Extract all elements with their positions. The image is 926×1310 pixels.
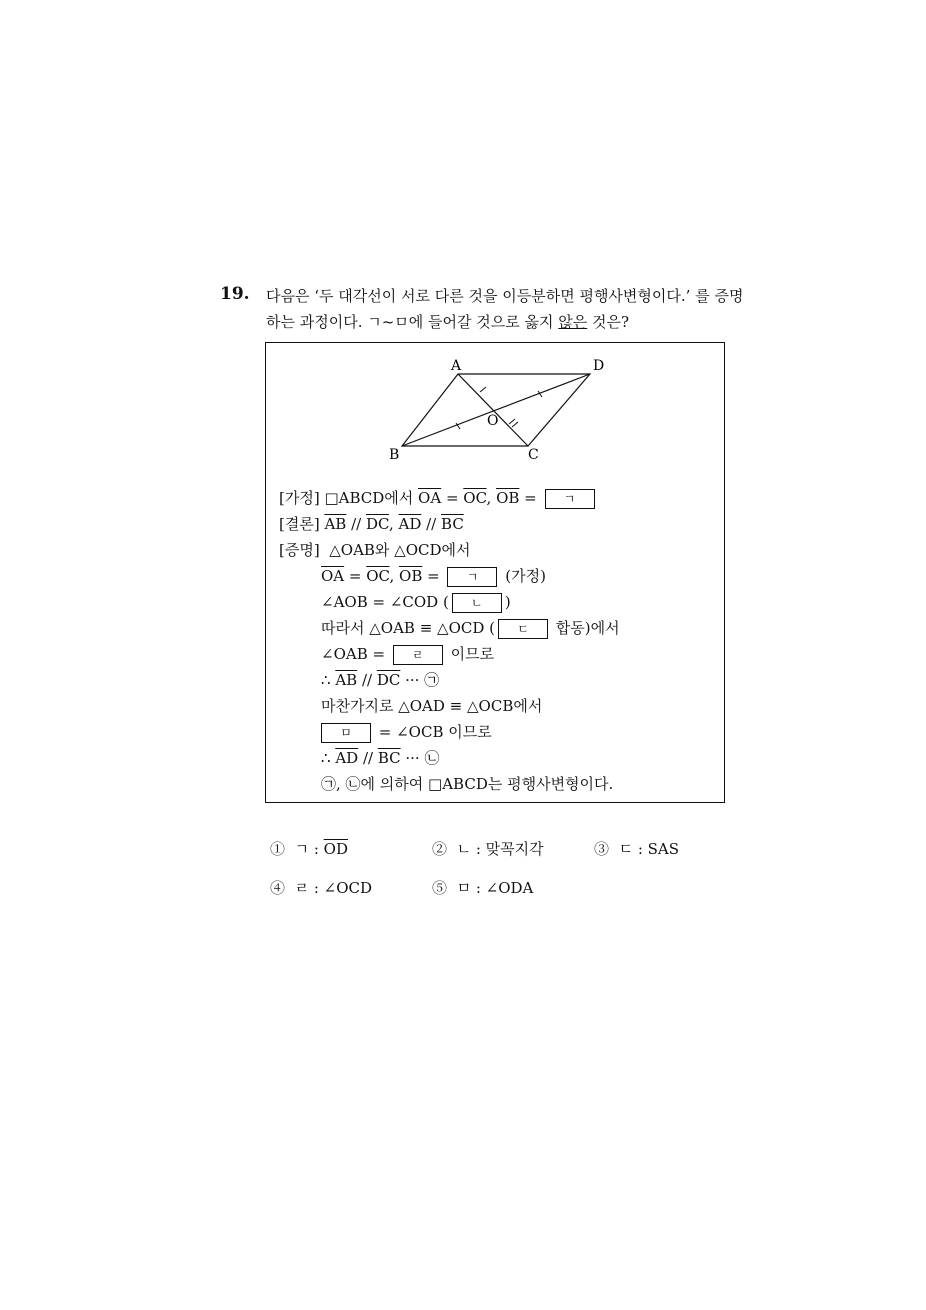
proof-step-3 [321,618,620,639]
comma: , [486,489,497,507]
therefore: ∴ [321,671,336,689]
tick-oa [480,387,486,392]
question-text-part: 것은? [587,313,630,331]
diagonal-ac [458,374,528,446]
close-paren: ) [504,593,511,611]
blank-n: ㄴ [452,593,502,613]
choice-number: ③ [594,840,610,858]
seg-ob: $\overline{OB}$ [496,489,520,507]
comma: , [389,567,400,585]
hyp-text: □ABCD에서 [324,489,419,507]
choice-number: ② [432,840,448,858]
label-b: B [389,447,400,463]
seg-ob: $\overline{OB}$ [399,567,423,585]
proof-step-1 [321,566,546,587]
blank-r: ㄹ [393,645,443,665]
comma: , [388,515,399,533]
seg-oa: $\overline{OA}$ [418,489,442,507]
seg-bc: $\overline{BC}$ [377,749,401,767]
prf-tag: [증명] [279,541,320,559]
parallel: // [346,515,366,533]
question-text-part: 하는 과정이다. ㄱ~ㅁ에 들어갈 것으로 옳지 [266,313,559,331]
seg-ad: $\overline{AD}$ [335,749,359,767]
choice-number: ⑤ [432,879,448,897]
oab-eq: ∠OAB = [321,645,390,663]
congr-post: 합동)에서 [555,619,620,637]
oab-post: 이므로 [450,645,495,663]
parallel: // [357,671,377,689]
seg-oa: $\overline{OA}$ [321,567,345,585]
proof-step-8 [321,748,439,768]
label-a: A [451,358,462,374]
choice-1[interactable] [270,838,348,859]
choice-5[interactable] [432,877,533,898]
blank-m: ㅁ [321,723,371,743]
eq: = [441,489,464,507]
choice-text: ㅁ : ∠ODA [456,879,534,897]
angle-eq: ∠AOB = ∠COD ( [321,593,449,611]
label-d: D [593,358,605,374]
choice-value: $\overline{OD}$ [323,840,348,858]
choice-number: ④ [270,879,286,897]
label-o: O [487,413,499,429]
congr-text: 따라서 △OAB ≡ △OCD ( [321,619,495,637]
question-text-line1: 다음은 ‘두 대각선이 서로 다른 것을 이등분하면 평행사변형이다.’ 를 증명 [266,287,744,305]
seg-oc: $\overline{OC}$ [366,567,390,585]
choice-3[interactable] [594,838,679,859]
seg-dc: $\overline{DC}$ [365,515,389,533]
proof-step-6: 마찬가지로 △OAD ≡ △OCB에서 [321,697,543,715]
therefore: ∴ [321,749,336,767]
ref-1: ··· ㉠ [400,671,440,689]
hypothesis-line [279,488,598,509]
choice-label: ㄱ : [294,840,324,858]
seg-oc: $\overline{OC}$ [463,489,487,507]
eq: = [344,567,367,585]
prf-text: △OAB와 △OCD에서 [329,541,471,559]
question-number: 19. [220,284,250,304]
parallelogram-figure [266,343,726,473]
proof-step-2 [321,592,511,613]
seg-ab: $\overline{AB}$ [324,515,347,533]
proof-box [265,342,725,803]
question-text-line2 [266,311,629,332]
seg-dc: $\overline{DC}$ [376,671,401,689]
choice-text: ㄴ : 맞꼭지각 [456,840,544,858]
given-note: (가정) [505,567,546,585]
tick-oc-1 [509,419,515,424]
ocb-post: = ∠OCB 이므로 [374,723,492,741]
choice-text: ㄹ : ∠OCD [294,879,373,897]
conclusion-line [279,514,464,534]
seg-bc: $\overline{BC}$ [441,515,464,533]
proof-step-5 [321,670,439,690]
eq: = [519,489,542,507]
ref-2: ··· ㉡ [400,749,440,767]
proof-step-7 [318,722,492,743]
choice-4[interactable] [270,877,372,898]
blank-d: ㄷ [498,619,548,639]
choice-number: ① [270,840,286,858]
con-tag: [결론] [279,515,320,533]
choice-2[interactable] [432,838,544,859]
hyp-tag: [가정] [279,489,320,507]
proof-final: ㉠, ㉡에 의하여 □ABCD는 평행사변형이다. [321,775,614,793]
seg-ad: $\overline{AD}$ [398,515,422,533]
seg-ab: $\overline{AB}$ [335,671,358,689]
tick-oc-2 [512,422,518,427]
underlined-not: 않은 [558,313,588,331]
blank-g: ㄱ [545,489,595,509]
label-c: C [528,447,539,463]
eq: = [422,567,445,585]
parallel: // [421,515,442,533]
proof-header-line [279,540,471,560]
blank-g: ㄱ [447,567,497,587]
proof-step-4 [321,644,494,665]
parallel: // [358,749,378,767]
choice-text: ㄷ : SAS [618,840,680,858]
